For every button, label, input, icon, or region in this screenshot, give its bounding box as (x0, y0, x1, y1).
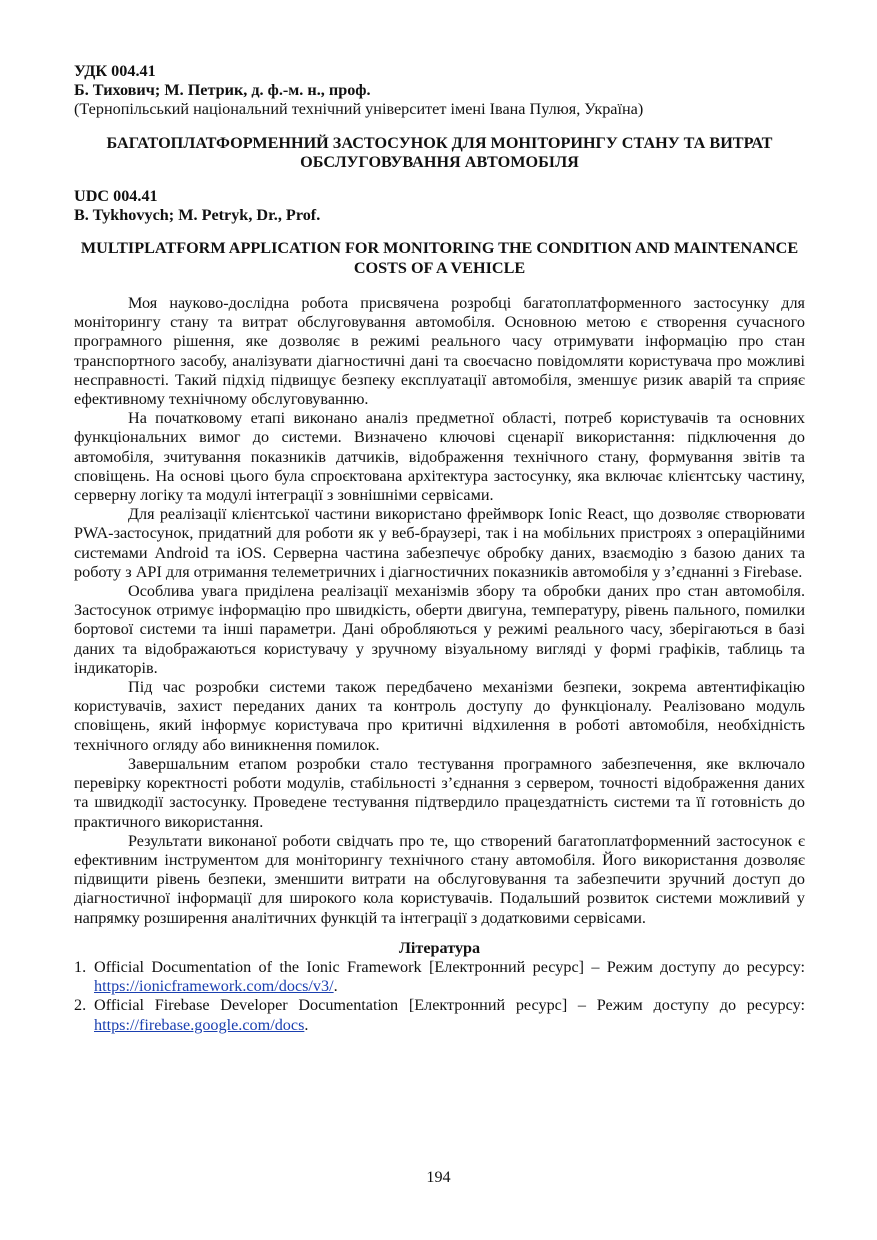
reference-text: Official Documentation of the Ionic Framework [Електронний ресурс] – Режим доступу до ресурсу: (94, 957, 805, 976)
authors-ua: Б. Тихович; М. Петрик, д. ф.-м. н., проф. (74, 81, 371, 100)
references-list (74, 958, 805, 1035)
paragraph: Результати виконаної роботи свідчать про те, що створений багатоплатформенний застосунок є ефективним інструментом для моніторингу технічного стану автомобіля. Його використання дозволяє підвищити рівень безпеки, зменшити витрати на обслуговування та забезпечити зручний доступ до діагностичної інформації для широкого кола користувачів. Подальший розвиток системи можливий у напрямку розширення аналітичних функцій та інтеграції з додатковими сервісами. (74, 831, 805, 927)
paragraph: Під час розробки системи також передбачено механізми безпеки, зокрема автентифікацію користувачів, захист переданих даних та контроль доступу до функціоналу. Реалізовано модуль сповіщень, який інформує користувача про критичні відхилення в роботі автомобіля, необхідність технічного огляду або виникнення помилок. (74, 678, 805, 754)
udc-code: UDC 004.41 (74, 186, 158, 205)
title-en: MULTIPLATFORM APPLICATION FOR MONITORING THE CONDITION AND MAINTENANCE COSTS OF A VEHICLE (80, 239, 799, 277)
page-number: 194 (426, 1168, 451, 1186)
reference-number: 2. (74, 996, 87, 1015)
reference-item (74, 996, 805, 1034)
title-ua: БАГАТОПЛАТФОРМЕННИЙ ЗАСТОСУНОК ДЛЯ МОНІТОРИНГУ СТАНУ ТА ВИТРАТ ОБСЛУГОВУВАННЯ АВТОМОБІЛЯ (106, 133, 773, 172)
references-heading: Література (398, 938, 481, 957)
paragraph: Моя науково-дослідна робота присвячена розробці багатоплатформенного застосунку для моніторингу стану та витрат обслуговування автомобіля. Основною метою є створення сучасного програмного рішення, яке дозволяє в режимі реального часу отримувати інформацію про стан транспортного засобу, аналізувати діагностичні дані та своєчасно повідомляти користувача про можливі несправності. Такий підхід підвищує безпеку експлуатації автомобіля, зменшує ризик аварій та сприяє ефективному технічному обслуговуванню. (74, 294, 805, 409)
page-content (74, 62, 805, 1035)
paragraph: Для реалізації клієнтської частини використано фреймворк Ionic React, що дозволяє створювати PWA-застосунок, придатний для роботи як у веб-браузері, так і на мобільних пристроях з операційними системами Android та iOS. Серверна частина забезпечує обробку даних, взаємодію з базою даних та роботу з API для отримання телеметричних і діагностичних показників автомобіля у з’єднанні з Firebase. (74, 505, 805, 581)
reference-text: Official Firebase Developer Documentation [Електронний ресурс] – Режим доступу до ресурсу: (94, 996, 805, 1015)
reference-number: 1. (74, 957, 87, 976)
reference-item (74, 958, 805, 996)
paragraph: На початковому етапі виконано аналіз предметної області, потреб користувачів та основних функціональних вимог до системи. Визначено ключові сценарії використання: підключення до автомобіля, зчитування показників датчиків, відображення технічного стану, формування звітів та сповіщень. На основі цього була спроєктована архітектура застосунку, яка включає клієнтську частину, серверну логіку та модулі інтеграції з зовнішніми сервісами. (74, 409, 805, 505)
affiliation: (Тернопільський національний технічний університет імені Івана Пулюя, Україна) (74, 100, 644, 119)
authors-en: B. Tykhovych; M. Petryk, Dr., Prof. (74, 205, 321, 224)
header-ukrainian (74, 62, 805, 173)
paragraph: Завершальним етапом розробки стало тестування програмного забезпечення, яке включало перевірку коректності роботи модулів, стабільності з’єднання з сервером, точності відображення даних та швидкодії застосунку. Проведене тестування підтвердило працездатність системи та її готовність до практичного використання. (74, 754, 805, 831)
abstract-body (74, 294, 805, 928)
reference-link-firebase[interactable]: https://firebase.google.com/docs (94, 1015, 305, 1034)
paragraph: Особлива увага приділена реалізації механізмів збору та обробки даних про стан автомобіля. Застосунок отримує інформацію про швидкість, оберти двигуна, температуру, рівень пального, помилки бортової системи та інші параметри. Дані обробляються у режимі реального часу, зберігаються в базі даних та відображаються користувачу у зручному візуальному вигляді у формі графіків, таблиць та індикаторів. (74, 582, 805, 677)
references-section (74, 939, 805, 1035)
reference-link-ionic[interactable]: https://ionicframework.com/docs/v3/ (94, 977, 334, 996)
reference-period: . (333, 977, 338, 996)
header-english (74, 187, 805, 278)
udk-code: УДК 004.41 (74, 62, 156, 80)
reference-period: . (304, 1015, 309, 1034)
